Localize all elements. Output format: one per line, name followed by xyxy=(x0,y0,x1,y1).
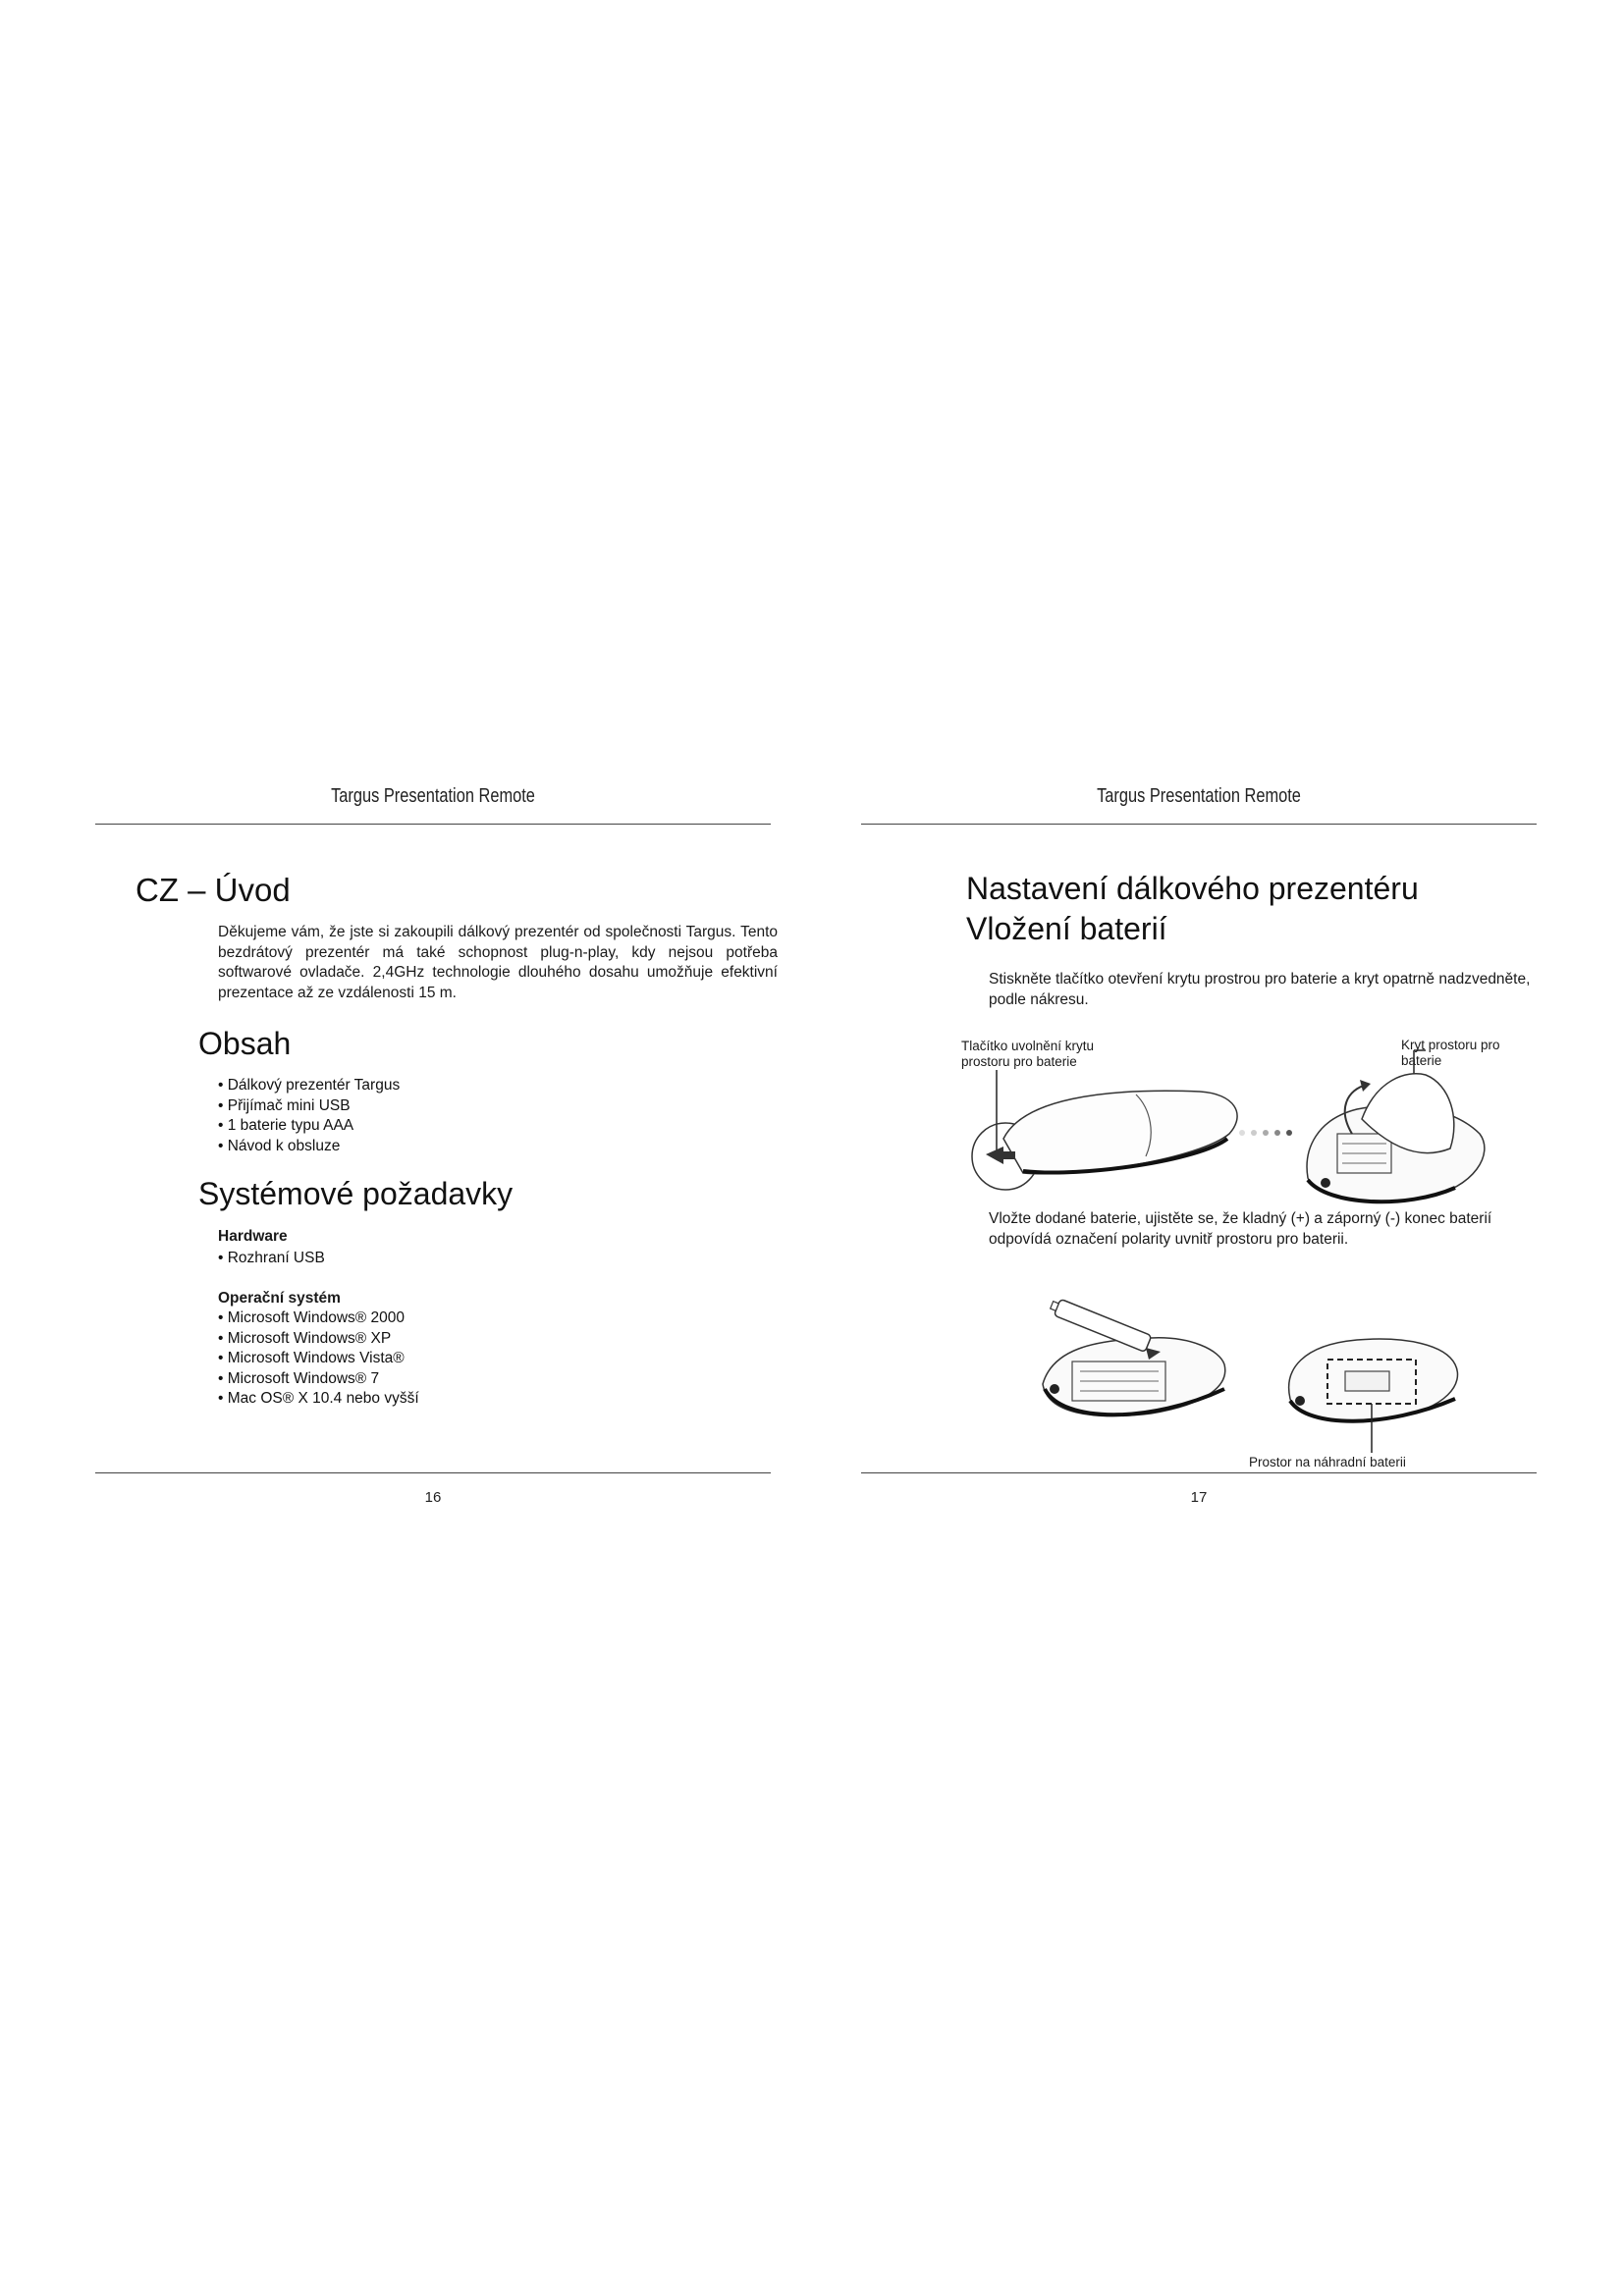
list-item: • Microsoft Windows® 2000 xyxy=(218,1308,419,1329)
remote-open-cover-illustration xyxy=(964,1041,1534,1207)
page-title: CZ – Úvod xyxy=(135,872,291,908)
hardware-label: Hardware xyxy=(218,1228,288,1245)
intro-paragraph: Děkujeme vám, že jste si zakoupili dálkový prezentér od společnosti Targus. Tento bezdrátový prezentér má také schopnost plug-n-play, kdy nejsou potřeba softwarové ovladače. 2,4GHz technologie dlouhého dosahu umožňuje efektivní prezentace až ze vzdálenosti 15 m. xyxy=(218,924,778,1001)
list-item: • Microsoft Windows Vista® xyxy=(218,1349,419,1369)
release-button-callout: Tlačítko uvolnění krytu prostoru pro baterie xyxy=(961,1039,1095,1069)
section-title: Vložení baterií xyxy=(966,911,1167,946)
os-label: Operační systém xyxy=(218,1290,341,1307)
footer-rule xyxy=(861,1472,1537,1473)
list-item: • Microsoft Windows® XP xyxy=(218,1329,419,1350)
hardware-list xyxy=(218,1249,325,1269)
right-page xyxy=(812,0,1624,2296)
list-item: • Návod k obsluze xyxy=(218,1137,400,1157)
header-rule xyxy=(861,824,1537,825)
page-number: 17 xyxy=(1190,1489,1208,1506)
contents-list xyxy=(218,1076,400,1156)
page-number: 16 xyxy=(424,1489,442,1506)
os-list xyxy=(218,1308,419,1410)
list-item: • Přijímač mini USB xyxy=(218,1096,400,1117)
requirements-heading: Systémové požadavky xyxy=(198,1176,514,1211)
spare-battery-callout: Prostor na náhradní baterii xyxy=(1249,1455,1406,1469)
running-header: Targus Presentation Remote xyxy=(1097,785,1301,807)
page-title: Nastavení dálkového prezentéru xyxy=(966,871,1419,906)
step-1-text: Stiskněte tlačítko otevření krytu prostrou pro baterie a kryt opatrně nadzvedněte, podle nákresu. xyxy=(989,971,1531,1008)
cover-callout: Kryt prostoru pro baterie xyxy=(1401,1038,1500,1068)
step-2-text: Vložte dodané baterie, ujistěte se, že kladný (+) a záporný (-) konec baterií odpovídá označení polarity uvnitř prostoru pro baterii. xyxy=(989,1210,1492,1248)
battery-insert-illustration xyxy=(1033,1291,1534,1458)
running-header: Targus Presentation Remote xyxy=(331,785,535,807)
footer-rule xyxy=(95,1472,771,1473)
list-item: • Mac OS® X 10.4 nebo vyšší xyxy=(218,1389,419,1410)
header-rule xyxy=(95,824,771,825)
list-item: • Dálkový prezentér Targus xyxy=(218,1076,400,1096)
list-item: • 1 baterie typu AAA xyxy=(218,1116,400,1137)
contents-heading: Obsah xyxy=(198,1026,292,1061)
list-item: • Rozhraní USB xyxy=(218,1249,325,1269)
list-item: • Microsoft Windows® 7 xyxy=(218,1369,419,1390)
